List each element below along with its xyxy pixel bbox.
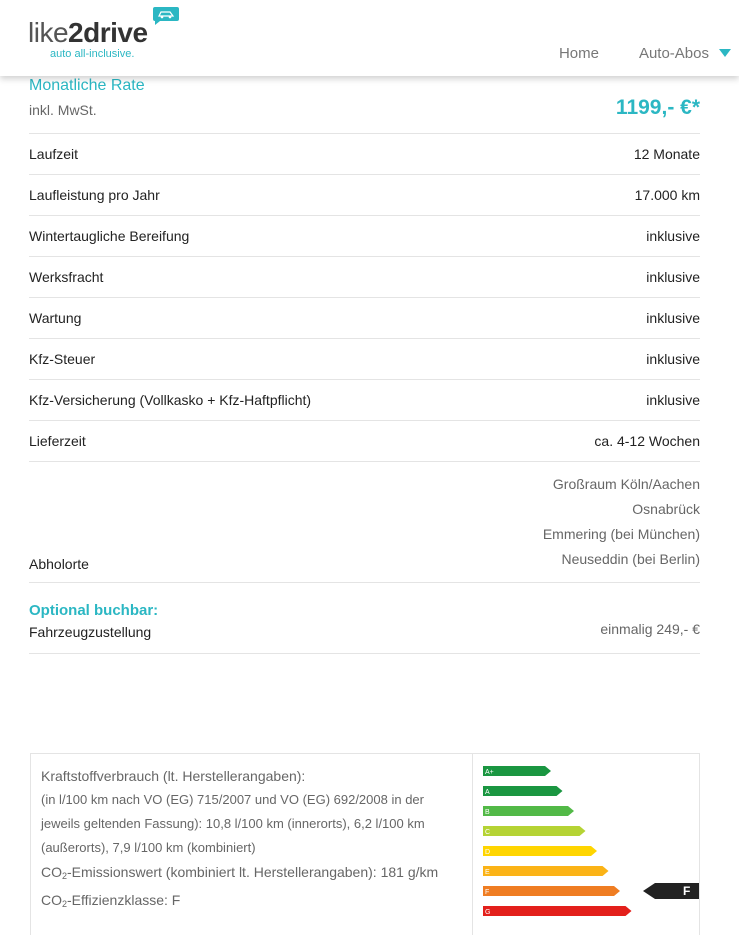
efficiency-class-bar-f xyxy=(483,886,620,896)
row-label: Lieferzeit xyxy=(29,433,86,449)
row-label: Wintertaugliche Bereifung xyxy=(29,228,190,244)
efficiency-class-label: E xyxy=(485,869,490,876)
nav-home-label: Home xyxy=(558,44,599,62)
nav-auto-abos[interactable] xyxy=(639,45,739,62)
optional-price: einmalig 249,- € xyxy=(600,621,700,637)
row-label: Wartung xyxy=(29,310,82,326)
efficiency-class-label: F xyxy=(485,889,490,896)
class-prefix: CO xyxy=(41,892,62,908)
detail-row-bereifung xyxy=(29,216,700,257)
energy-text xyxy=(41,764,461,916)
pickup-item: Osnabrück xyxy=(632,501,700,517)
row-value: inklusive xyxy=(646,351,700,367)
detail-row-lieferzeit xyxy=(29,421,700,462)
nav-auto-abos-label: Auto-Abos xyxy=(638,44,709,62)
rate-title: Monatliche Rate xyxy=(29,77,145,94)
efficiency-class-label: D xyxy=(485,849,491,856)
row-value: inklusive xyxy=(646,228,700,244)
logo-tagline: auto all-inclusive. xyxy=(50,48,135,60)
pickup-item: Neuseddin (bei Berlin) xyxy=(561,551,700,567)
divider xyxy=(472,754,473,935)
pickup-item: Emmering (bei München) xyxy=(542,526,700,542)
row-label: Kfz-Steuer xyxy=(29,351,96,367)
consumption-details: (in l/100 km nach VO (EG) 715/2007 und VO (EG) 692/2008 in der jeweils geltenden Fassung): 10,8 l/100 km (innerorts), 6,2 l/100 km (außerorts), 7,9 l/100 km (kombiniert) xyxy=(41,792,425,855)
optional-section xyxy=(29,583,700,654)
efficiency-label-chart xyxy=(483,764,703,934)
optional-label: Fahrzeugzustellung xyxy=(29,624,152,640)
row-value: inklusive xyxy=(646,310,700,326)
row-value: ca. 4-12 Wochen xyxy=(594,433,700,449)
efficiency-class-label: C xyxy=(485,829,491,836)
chevron-down-icon[interactable] xyxy=(719,49,731,57)
detail-row-versicherung xyxy=(29,380,700,421)
energy-info-box xyxy=(30,753,700,935)
efficiency-class-bar-b xyxy=(483,806,574,816)
row-value: inklusive xyxy=(646,269,700,285)
co2-text: -Emissionswert (kombiniert lt. Herstellerangaben): 181 g/km xyxy=(67,864,439,880)
consumption-title: Kraftstoffverbrauch (lt. Herstellerangaben): xyxy=(41,768,306,784)
class-text: -Effizienzklasse: F xyxy=(67,892,181,908)
efficiency-class-bar-a xyxy=(483,786,563,796)
row-label: Kfz-Versicherung (Vollkasko + Kfz-Haftpflicht) xyxy=(29,392,312,408)
co2-prefix: CO xyxy=(41,864,62,880)
active-class-pointer xyxy=(643,883,699,899)
detail-row-wartung xyxy=(29,298,700,339)
pickup-list xyxy=(543,472,700,572)
efficiency-class-label: A+ xyxy=(485,769,494,776)
row-label: Laufleistung pro Jahr xyxy=(29,187,160,203)
main-nav xyxy=(519,42,739,64)
row-label: Werksfracht xyxy=(29,269,104,285)
logo-wordmark: like2drive xyxy=(28,17,148,48)
co2-emission xyxy=(41,860,461,888)
nav-home[interactable] xyxy=(559,45,599,62)
car-bubble-icon xyxy=(152,6,180,26)
rate-price: 1199,- €* xyxy=(615,96,700,119)
co2-efficiency-class xyxy=(41,888,461,916)
detail-row-werksfracht xyxy=(29,257,700,298)
efficiency-class-bar-c xyxy=(483,826,586,836)
detail-row-laufzeit xyxy=(29,134,700,175)
pickup-item: Großraum Köln/Aachen xyxy=(552,476,700,492)
rate-subtitle: inkl. MwSt. xyxy=(29,102,97,118)
site-header xyxy=(0,0,739,76)
efficiency-class-label: B xyxy=(485,809,490,816)
row-value: 17.000 km xyxy=(634,187,700,203)
efficiency-class-bar-e xyxy=(483,866,609,876)
row-value: 12 Monate xyxy=(633,146,700,162)
co2-sub: 2 xyxy=(62,871,68,881)
efficiency-class-label: A xyxy=(485,789,490,796)
row-value: inklusive xyxy=(646,392,700,408)
class-sub: 2 xyxy=(62,899,68,909)
detail-row-laufleistung xyxy=(29,175,700,216)
details-list xyxy=(29,134,700,462)
pickup-label: Abholorte xyxy=(29,556,89,572)
efficiency-class-label: G xyxy=(485,909,491,916)
pickup-locations xyxy=(29,462,700,583)
logo[interactable] xyxy=(28,6,188,66)
row-label: Laufzeit xyxy=(29,146,79,162)
efficiency-class-bar-d xyxy=(483,846,597,856)
efficiency-class-bar-g xyxy=(483,906,632,916)
optional-title: Optional buchbar: xyxy=(29,602,159,619)
detail-row-kfz-steuer xyxy=(29,339,700,380)
active-class-label: F xyxy=(683,884,691,898)
